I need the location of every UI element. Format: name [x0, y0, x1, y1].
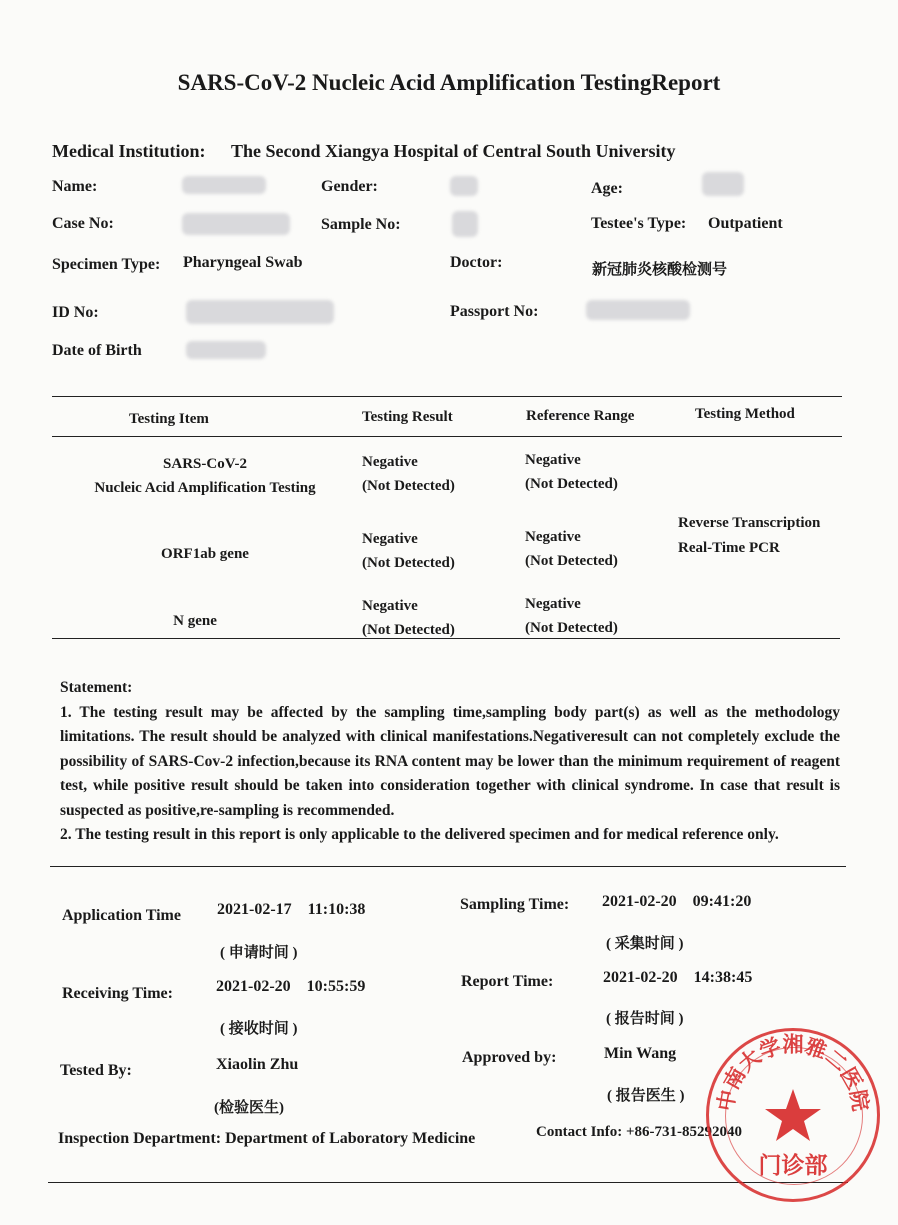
header-testing-result: Testing Result	[362, 409, 453, 425]
statement-item-1: 1. The testing result may be affected by the sampling time,sampling body part(s) as well as the methodology limitations. The result should be analyzed with clinical manifestations.Negativeresult can not completely exclude the possibility of SARS-Cov-2 infection,because its RNA content may be lower than the minimum requirement of reagent test, while positive result should be taken into consideration together with clinical syndrome. In case that result is suspected as positive,re-sampling is recommended.	[60, 703, 840, 819]
tested-by-value: Xiaolin Zhu	[216, 1056, 299, 1073]
institution-value: The Second Xiangya Hospital of Central South University	[231, 141, 676, 161]
inspection-department: Inspection Department: Department of Laboratory Medicine	[58, 1130, 476, 1147]
statement-heading: Statement:	[60, 679, 133, 696]
name-redaction	[182, 176, 266, 194]
id-no-label: ID No:	[52, 304, 99, 321]
institution-label: Medical Institution:	[52, 141, 206, 161]
application-time-cn: ( 申请时间 )	[220, 945, 298, 961]
row1-result-line2: (Not Detected)	[362, 478, 455, 494]
stamp-bottom-text: 门诊部	[758, 1153, 828, 1179]
application-time-label: Application Time	[62, 907, 181, 924]
sampling-time-label: Sampling Time:	[460, 896, 570, 913]
statement-bottom-rule	[50, 866, 846, 867]
row3-ref-line1: Negative	[525, 596, 581, 612]
header-testing-item: Testing Item	[129, 411, 209, 427]
sample-no-redaction	[452, 211, 478, 237]
row3-item: N gene	[173, 613, 217, 629]
approved-by-cn: ( 报告医生 )	[607, 1088, 685, 1104]
row3-ref-line2: (Not Detected)	[525, 620, 618, 636]
method-line2: Real-Time PCR	[678, 540, 780, 556]
row2-result-line1: Negative	[362, 531, 418, 547]
age-label: Age:	[591, 180, 623, 197]
report-time-label: Report Time:	[461, 973, 554, 990]
stamp-graphic	[709, 1031, 877, 1199]
age-redaction	[702, 172, 744, 196]
application-time-value: 2021-02-17 11:10:38	[217, 901, 366, 918]
stamp-arc-text: 中南大学湘雅二医院	[713, 1032, 873, 1113]
method-line1: Reverse Transcription	[678, 515, 821, 531]
row1-item-line2: Nucleic Acid Amplification Testing	[94, 480, 316, 496]
case-no-label: Case No:	[52, 215, 114, 232]
header-testing-method: Testing Method	[695, 406, 795, 422]
receiving-time-label: Receiving Time:	[62, 985, 173, 1002]
report-title: SARS-CoV-2 Nucleic Acid Amplification TestingReport	[177, 70, 721, 95]
tested-by-cn: (检验医生)	[214, 1100, 284, 1116]
specimen-type-value: Pharyngeal Swab	[183, 254, 303, 271]
tested-by-label: Tested By:	[60, 1062, 132, 1079]
dob-redaction	[186, 341, 266, 359]
row2-ref-line1: Negative	[525, 529, 581, 545]
row1-ref-line2: (Not Detected)	[525, 476, 618, 492]
contact-info: Contact Info: +86-731-85292040	[536, 1124, 743, 1140]
approved-by-value: Min Wang	[604, 1045, 677, 1062]
name-label: Name:	[52, 178, 98, 195]
row1-item-line1: SARS-CoV-2	[163, 456, 247, 472]
gender-label: Gender:	[321, 178, 378, 195]
row2-item: ORF1ab gene	[161, 546, 249, 562]
row3-result-line1: Negative	[362, 598, 418, 614]
gender-redaction	[450, 176, 478, 196]
hospital-stamp	[706, 1028, 880, 1202]
statement-block	[60, 676, 840, 848]
stamp-star-icon	[765, 1089, 821, 1141]
row3-result-line2: (Not Detected)	[362, 622, 455, 638]
receiving-time-cn: ( 接收时间 )	[220, 1021, 298, 1037]
doctor-label: Doctor:	[450, 254, 503, 271]
sampling-time-value: 2021-02-20 09:41:20	[602, 893, 752, 910]
passport-no-redaction	[586, 300, 690, 320]
table-bottom-rule	[52, 638, 840, 639]
passport-no-label: Passport No:	[450, 303, 539, 320]
testee-type-label: Testee's Type:	[591, 215, 687, 232]
case-no-redaction	[182, 213, 290, 235]
table-top-rule	[52, 396, 842, 397]
dob-label: Date of Birth	[52, 342, 142, 359]
report-time-cn: ( 报告时间 )	[606, 1011, 684, 1027]
row1-ref-line1: Negative	[525, 452, 581, 468]
report-time-value: 2021-02-20 14:38:45	[603, 969, 753, 986]
sampling-time-cn: ( 采集时间 )	[606, 936, 684, 952]
testee-type-value: Outpatient	[708, 215, 783, 232]
specimen-type-label: Specimen Type:	[52, 256, 161, 273]
doctor-value: 新冠肺炎核酸检测号	[592, 262, 728, 278]
receiving-time-value: 2021-02-20 10:55:59	[216, 978, 366, 995]
row2-result-line2: (Not Detected)	[362, 555, 455, 571]
statement-item-2: 2. The testing result in this report is only applicable to the delivered specimen and for medical reference only.	[60, 826, 779, 843]
row1-result-line1: Negative	[362, 454, 418, 470]
id-no-redaction	[186, 300, 334, 324]
header-reference-range: Reference Range	[526, 408, 635, 424]
row2-ref-line2: (Not Detected)	[525, 553, 618, 569]
table-header-rule	[52, 436, 842, 437]
approved-by-label: Approved by:	[462, 1049, 557, 1066]
sample-no-label: Sample No:	[321, 216, 401, 233]
